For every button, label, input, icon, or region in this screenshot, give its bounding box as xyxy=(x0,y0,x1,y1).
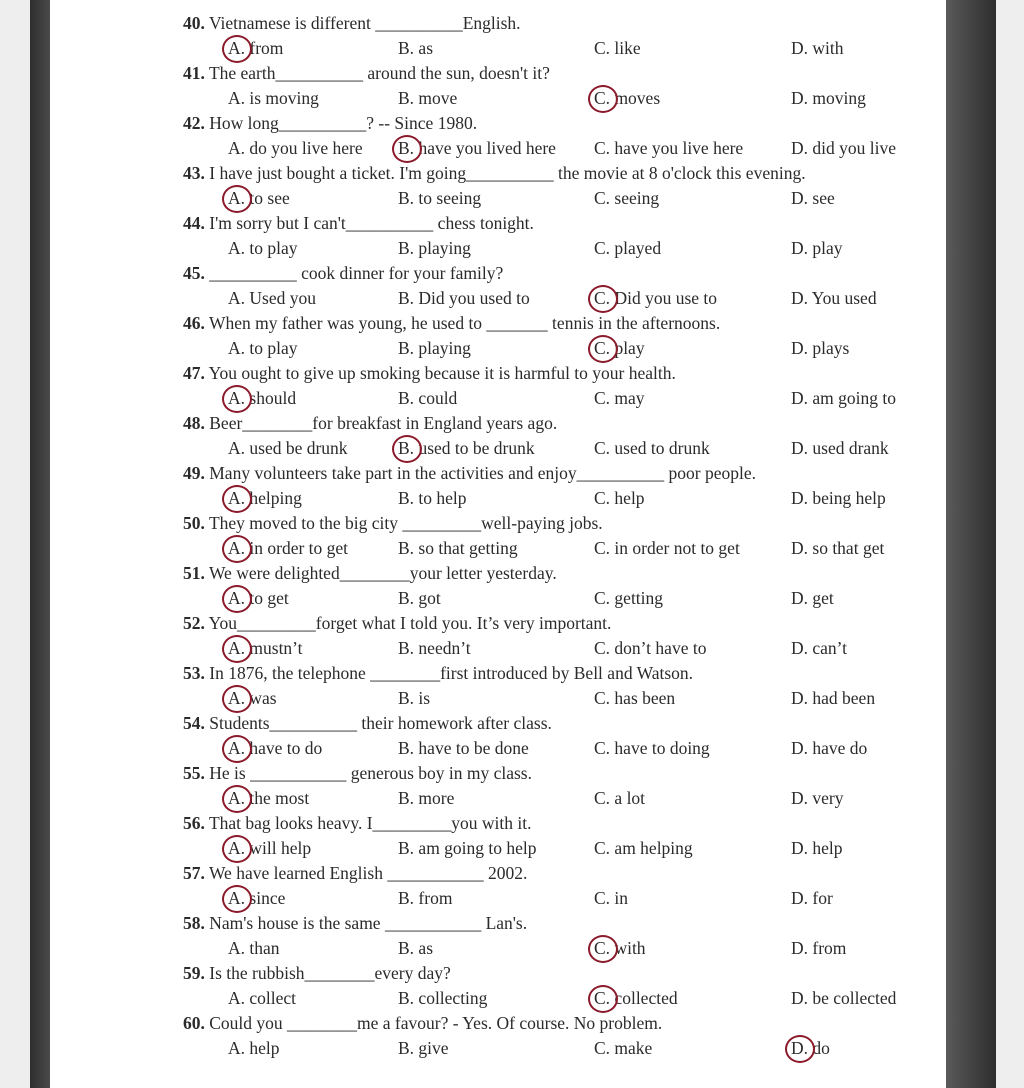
options-row xyxy=(183,336,943,361)
option-d[interactable]: D. plays xyxy=(791,338,850,358)
question-number: 42. xyxy=(183,113,205,133)
question-number: 53. xyxy=(183,663,205,683)
option-c[interactable]: C. may xyxy=(594,388,645,408)
question-number: 49. xyxy=(183,463,205,483)
option-d[interactable]: D. play xyxy=(791,238,843,258)
option-d[interactable]: D. help xyxy=(791,838,843,858)
answer-circle-mark: C. xyxy=(594,336,610,361)
option-d[interactable]: D. can’t xyxy=(791,638,848,658)
question-stem: He is ___________ generous boy in my class. xyxy=(209,763,532,783)
answer-circle-mark: C. xyxy=(594,286,610,311)
question-row xyxy=(183,161,943,186)
option-b[interactable]: B. more xyxy=(398,788,455,808)
option-d[interactable]: D. be collected xyxy=(791,988,897,1008)
option-c[interactable]: C. have to doing xyxy=(594,738,710,758)
question-row xyxy=(183,211,943,236)
question-row xyxy=(183,661,943,686)
question-stem: Is the rubbish________every day? xyxy=(209,963,451,983)
question-number: 40. xyxy=(183,13,205,33)
question-stem: You ought to give up smoking because it is harmful to your health. xyxy=(208,363,676,383)
option-d[interactable]: D. for xyxy=(791,888,833,908)
options-row xyxy=(183,1036,943,1061)
question-stem: Could you ________me a favour? - Yes. Of course. No problem. xyxy=(209,1013,663,1033)
option-b-selected-answer[interactable]: B. used to be drunk xyxy=(398,436,535,461)
options-row xyxy=(183,936,943,961)
option-a-selected-answer[interactable]: A. should xyxy=(228,386,296,411)
question-number: 45. xyxy=(183,263,205,283)
option-a[interactable]: A. to play xyxy=(228,238,298,258)
options-row xyxy=(183,836,943,861)
option-d[interactable]: D. used drank xyxy=(791,438,889,458)
answer-circle-mark: A. xyxy=(228,886,245,911)
question-row xyxy=(183,311,943,336)
option-d[interactable]: D. moving xyxy=(791,88,866,108)
option-a-selected-answer[interactable]: A. helping xyxy=(228,486,302,511)
question-stem: I'm sorry but I can't__________ chess tonight. xyxy=(209,213,534,233)
question-number: 51. xyxy=(183,563,205,583)
option-d-selected-answer[interactable]: D. do xyxy=(791,1036,830,1061)
question-row xyxy=(183,361,943,386)
option-d[interactable]: D. with xyxy=(791,38,844,58)
options-row xyxy=(183,86,943,111)
option-b[interactable]: B. could xyxy=(398,388,458,408)
question-number: 43. xyxy=(183,163,205,183)
option-a-selected-answer[interactable]: A. the most xyxy=(228,786,309,811)
option-c-selected-answer[interactable]: C. play xyxy=(594,336,645,361)
options-row xyxy=(183,636,943,661)
option-b[interactable]: B. needn’t xyxy=(398,638,471,658)
question-number: 59. xyxy=(183,963,205,983)
question-stem: That bag looks heavy. I_________you with it. xyxy=(208,813,532,833)
option-b[interactable]: B. Did you used to xyxy=(398,288,530,308)
options-row xyxy=(183,586,943,611)
option-a-selected-answer[interactable]: A. to get xyxy=(228,586,289,611)
answer-circle-mark: A. xyxy=(228,536,245,561)
options-row xyxy=(183,136,943,161)
option-b[interactable]: B. is xyxy=(398,688,431,708)
question-stem: You_________forget what I told you. It’s very important. xyxy=(208,613,612,633)
question-row xyxy=(183,611,943,636)
option-a-selected-answer[interactable]: A. in order to get xyxy=(228,536,348,561)
question-stem: I have just bought a ticket. I'm going__________ the movie at 8 o'clock this evening. xyxy=(209,163,806,183)
option-d[interactable]: D. so that get xyxy=(791,538,885,558)
question-number: 58. xyxy=(183,913,205,933)
option-a[interactable]: A. used be drunk xyxy=(228,438,348,458)
answer-circle-mark: C. xyxy=(594,936,610,961)
answer-circle-mark: B. xyxy=(398,136,414,161)
answer-circle-mark: A. xyxy=(228,836,245,861)
answer-circle-mark: A. xyxy=(228,586,245,611)
question-row xyxy=(183,261,943,286)
question-number: 52. xyxy=(183,613,205,633)
question-number: 60. xyxy=(183,1013,205,1033)
option-b[interactable]: B. playing xyxy=(398,238,471,258)
option-a[interactable]: A. than xyxy=(228,938,280,958)
question-number: 57. xyxy=(183,863,205,883)
question-row xyxy=(183,61,943,86)
question-number: 46. xyxy=(183,313,205,333)
options-row xyxy=(183,236,943,261)
option-a-selected-answer[interactable]: A. since xyxy=(228,886,285,911)
option-a-selected-answer[interactable]: A. to see xyxy=(228,186,290,211)
answer-circle-mark: A. xyxy=(228,786,245,811)
option-c[interactable]: C. played xyxy=(594,238,662,258)
document-page xyxy=(50,0,946,1088)
option-c[interactable]: C. a lot xyxy=(594,788,646,808)
option-a[interactable]: A. Used you xyxy=(228,288,316,308)
option-b[interactable]: B. got xyxy=(398,588,441,608)
option-c[interactable]: C. in order not to get xyxy=(594,538,740,558)
option-b[interactable]: B. as xyxy=(398,38,433,58)
option-c[interactable]: C. in xyxy=(594,888,629,908)
option-d[interactable]: D. from xyxy=(791,938,847,958)
option-c[interactable]: C. has been xyxy=(594,688,676,708)
option-d[interactable]: D. very xyxy=(791,788,844,808)
option-b[interactable]: B. collecting xyxy=(398,988,488,1008)
answer-circle-mark: B. xyxy=(398,436,414,461)
question-stem: They moved to the big city _________well-paying jobs. xyxy=(208,513,603,533)
answer-circle-mark: A. xyxy=(228,686,245,711)
option-b[interactable]: B. to seeing xyxy=(398,188,482,208)
question-stem: We were delighted________your letter yesterday. xyxy=(208,563,557,583)
question-stem: When my father was young, he used to _______ tennis in the afternoons. xyxy=(208,313,721,333)
option-b[interactable]: B. so that getting xyxy=(398,538,518,558)
answer-circle-mark: A. xyxy=(228,736,245,761)
question-number: 48. xyxy=(183,413,205,433)
option-a[interactable]: A. collect xyxy=(228,988,297,1008)
option-a-selected-answer[interactable]: A. have to do xyxy=(228,736,322,761)
answer-circle-mark: A. xyxy=(228,486,245,511)
option-d[interactable]: D. get xyxy=(791,588,834,608)
option-d[interactable]: D. see xyxy=(791,188,835,208)
options-row xyxy=(183,686,943,711)
question-stem: Many volunteers take part in the activities and enjoy__________ poor people. xyxy=(209,463,756,483)
option-a-selected-answer[interactable]: A. mustn’t xyxy=(228,636,303,661)
question-stem: We have learned English ___________ 2002. xyxy=(208,863,528,883)
question-number: 55. xyxy=(183,763,205,783)
option-c-selected-answer[interactable]: C. with xyxy=(594,936,646,961)
options-row xyxy=(183,386,943,411)
option-c[interactable]: C. getting xyxy=(594,588,664,608)
page-shadow-left xyxy=(30,0,50,1088)
question-row xyxy=(183,461,943,486)
option-c-selected-answer[interactable]: C. collected xyxy=(594,986,678,1011)
option-a-selected-answer[interactable]: A. was xyxy=(228,686,277,711)
question-stem: Nam's house is the same ___________ Lan's. xyxy=(209,913,528,933)
question-row xyxy=(183,561,943,586)
question-stem: How long__________? -- Since 1980. xyxy=(209,113,478,133)
options-row xyxy=(183,436,943,461)
option-d[interactable]: D. did you live xyxy=(791,138,896,158)
option-d[interactable]: D. being help xyxy=(791,488,886,508)
answer-circle-mark: C. xyxy=(594,986,610,1011)
option-b-selected-answer[interactable]: B. have you lived here xyxy=(398,136,556,161)
option-b[interactable]: B. am going to help xyxy=(398,838,537,858)
option-c[interactable]: C. am helping xyxy=(594,838,693,858)
option-d[interactable]: D. You used xyxy=(791,288,877,308)
question-stem: Beer________for breakfast in England years ago. xyxy=(209,413,558,433)
option-b[interactable]: B. to help xyxy=(398,488,467,508)
question-row xyxy=(183,911,943,936)
options-row xyxy=(183,186,943,211)
answer-circle-mark: D. xyxy=(791,1036,808,1061)
question-row xyxy=(183,11,943,36)
page-shadow-right xyxy=(946,0,996,1088)
options-row xyxy=(183,536,943,561)
question-stem: In 1876, the telephone ________first introduced by Bell and Watson. xyxy=(209,663,694,683)
question-number: 56. xyxy=(183,813,205,833)
options-row xyxy=(183,736,943,761)
question-row xyxy=(183,811,943,836)
option-b[interactable]: B. move xyxy=(398,88,458,108)
option-b[interactable]: B. as xyxy=(398,938,433,958)
options-row xyxy=(183,886,943,911)
question-row xyxy=(183,1011,943,1036)
answer-circle-mark: A. xyxy=(228,186,245,211)
quiz-list xyxy=(183,11,943,1061)
option-c[interactable]: C. help xyxy=(594,488,645,508)
question-stem: Students__________ their homework after class. xyxy=(209,713,552,733)
option-c[interactable]: C. have you live here xyxy=(594,138,744,158)
options-row xyxy=(183,986,943,1011)
question-row xyxy=(183,961,943,986)
options-row xyxy=(183,786,943,811)
question-stem: __________ cook dinner for your family? xyxy=(209,263,504,283)
options-row xyxy=(183,36,943,61)
option-a-selected-answer[interactable]: A. will help xyxy=(228,836,311,861)
option-b[interactable]: B. from xyxy=(398,888,453,908)
question-stem: Vietnamese is different __________English. xyxy=(208,13,521,33)
option-c[interactable]: C. make xyxy=(594,1038,653,1058)
option-b[interactable]: B. have to be done xyxy=(398,738,529,758)
question-row xyxy=(183,861,943,886)
question-number: 47. xyxy=(183,363,205,383)
option-d[interactable]: D. am going to xyxy=(791,388,896,408)
answer-circle-mark: A. xyxy=(228,36,245,61)
option-a[interactable]: A. do you live here xyxy=(228,138,363,158)
option-a[interactable]: A. help xyxy=(228,1038,280,1058)
option-a-selected-answer[interactable]: A. from xyxy=(228,36,283,61)
options-row xyxy=(183,486,943,511)
option-c-selected-answer[interactable]: C. moves xyxy=(594,86,660,111)
option-b[interactable]: B. give xyxy=(398,1038,449,1058)
window-frame-right xyxy=(996,0,1024,1088)
window-frame-left xyxy=(0,0,30,1088)
question-row xyxy=(183,761,943,786)
option-b[interactable]: B. playing xyxy=(398,338,471,358)
answer-circle-mark: A. xyxy=(228,636,245,661)
answer-circle-mark: C. xyxy=(594,86,610,111)
question-row xyxy=(183,711,943,736)
option-a[interactable]: A. is moving xyxy=(228,88,319,108)
option-d[interactable]: D. have do xyxy=(791,738,868,758)
question-number: 50. xyxy=(183,513,205,533)
options-row xyxy=(183,286,943,311)
question-row xyxy=(183,111,943,136)
question-number: 54. xyxy=(183,713,205,733)
option-c[interactable]: C. don’t have to xyxy=(594,638,707,658)
question-number: 41. xyxy=(183,63,205,83)
question-row xyxy=(183,411,943,436)
option-c-selected-answer[interactable]: C. Did you use to xyxy=(594,286,717,311)
option-a[interactable]: A. to play xyxy=(228,338,298,358)
option-d[interactable]: D. had been xyxy=(791,688,876,708)
option-c[interactable]: C. seeing xyxy=(594,188,660,208)
option-c[interactable]: C. like xyxy=(594,38,641,58)
question-number: 44. xyxy=(183,213,205,233)
question-stem: The earth__________ around the sun, doesn't it? xyxy=(208,63,550,83)
option-c[interactable]: C. used to drunk xyxy=(594,438,710,458)
question-row xyxy=(183,511,943,536)
answer-circle-mark: A. xyxy=(228,386,245,411)
